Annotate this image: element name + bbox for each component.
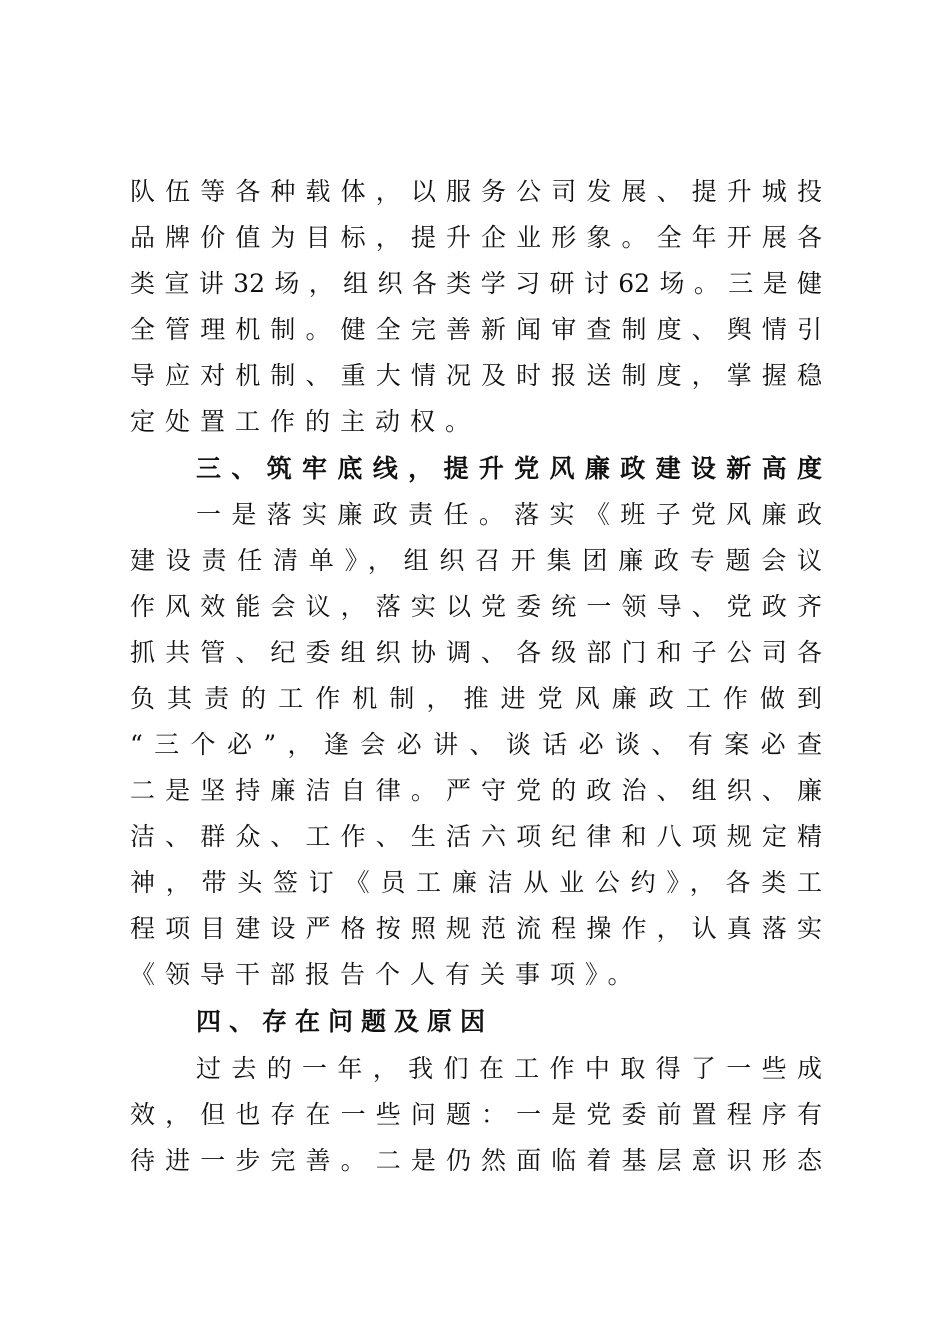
body-line: 类宣讲32场，组织各类学习研讨62场。三是健 (130, 269, 822, 298)
body-line: 负其责的工作机制，推进党风廉政工作做到 (130, 684, 822, 713)
body-line: 导应对机制、重大情况及时报送制度，掌握稳 (130, 361, 822, 390)
body-line: 待进一步完善。二是仍然面临着基层意识形态 (130, 1146, 822, 1175)
body-line: 抓共管、纪委组织协调、各级部门和子公司各 (130, 638, 822, 667)
body-line: 效，但也存在一些问题：一是党委前置程序有 (130, 1100, 822, 1129)
body-line: 队伍等各种载体，以服务公司发展、提升城投 (130, 177, 822, 206)
body-line: 洁、群众、工作、生活六项纪律和八项规定精 (130, 822, 822, 851)
section-heading: 三、筑牢底线，提升党风廉政建设新高度 (196, 454, 822, 483)
body-line: 定处置工作的主动权。 (130, 407, 481, 436)
body-line: 全管理机制。健全完善新闻审查制度、舆情引 (130, 315, 822, 344)
body-line: 作风效能会议，落实以党委统一领导、党政齐 (130, 592, 822, 621)
body-line: 二是坚持廉洁自律。严守党的政治、组织、廉 (130, 776, 822, 805)
body-line: “三个必”，逢会必讲、谈话必谈、有案必查 (130, 730, 822, 759)
body-line: 《领导干部报告个人有关事项》。 (130, 960, 643, 989)
section-heading: 四、存在问题及原因 (196, 1007, 494, 1036)
body-line: 一是落实廉政责任。落实《班子党风廉政 (196, 500, 822, 529)
body-line: 品牌价值为目标，提升企业形象。全年开展各 (130, 223, 822, 252)
body-line: 程项目建设严格按照规范流程操作，认真落实 (130, 914, 822, 943)
body-line: 建设责任清单》，组织召开集团廉政专题会议 (130, 546, 822, 575)
body-line: 过去的一年，我们在工作中取得了一些成 (196, 1054, 822, 1083)
body-line: 神，带头签订《员工廉洁从业公约》，各类工 (130, 868, 822, 897)
